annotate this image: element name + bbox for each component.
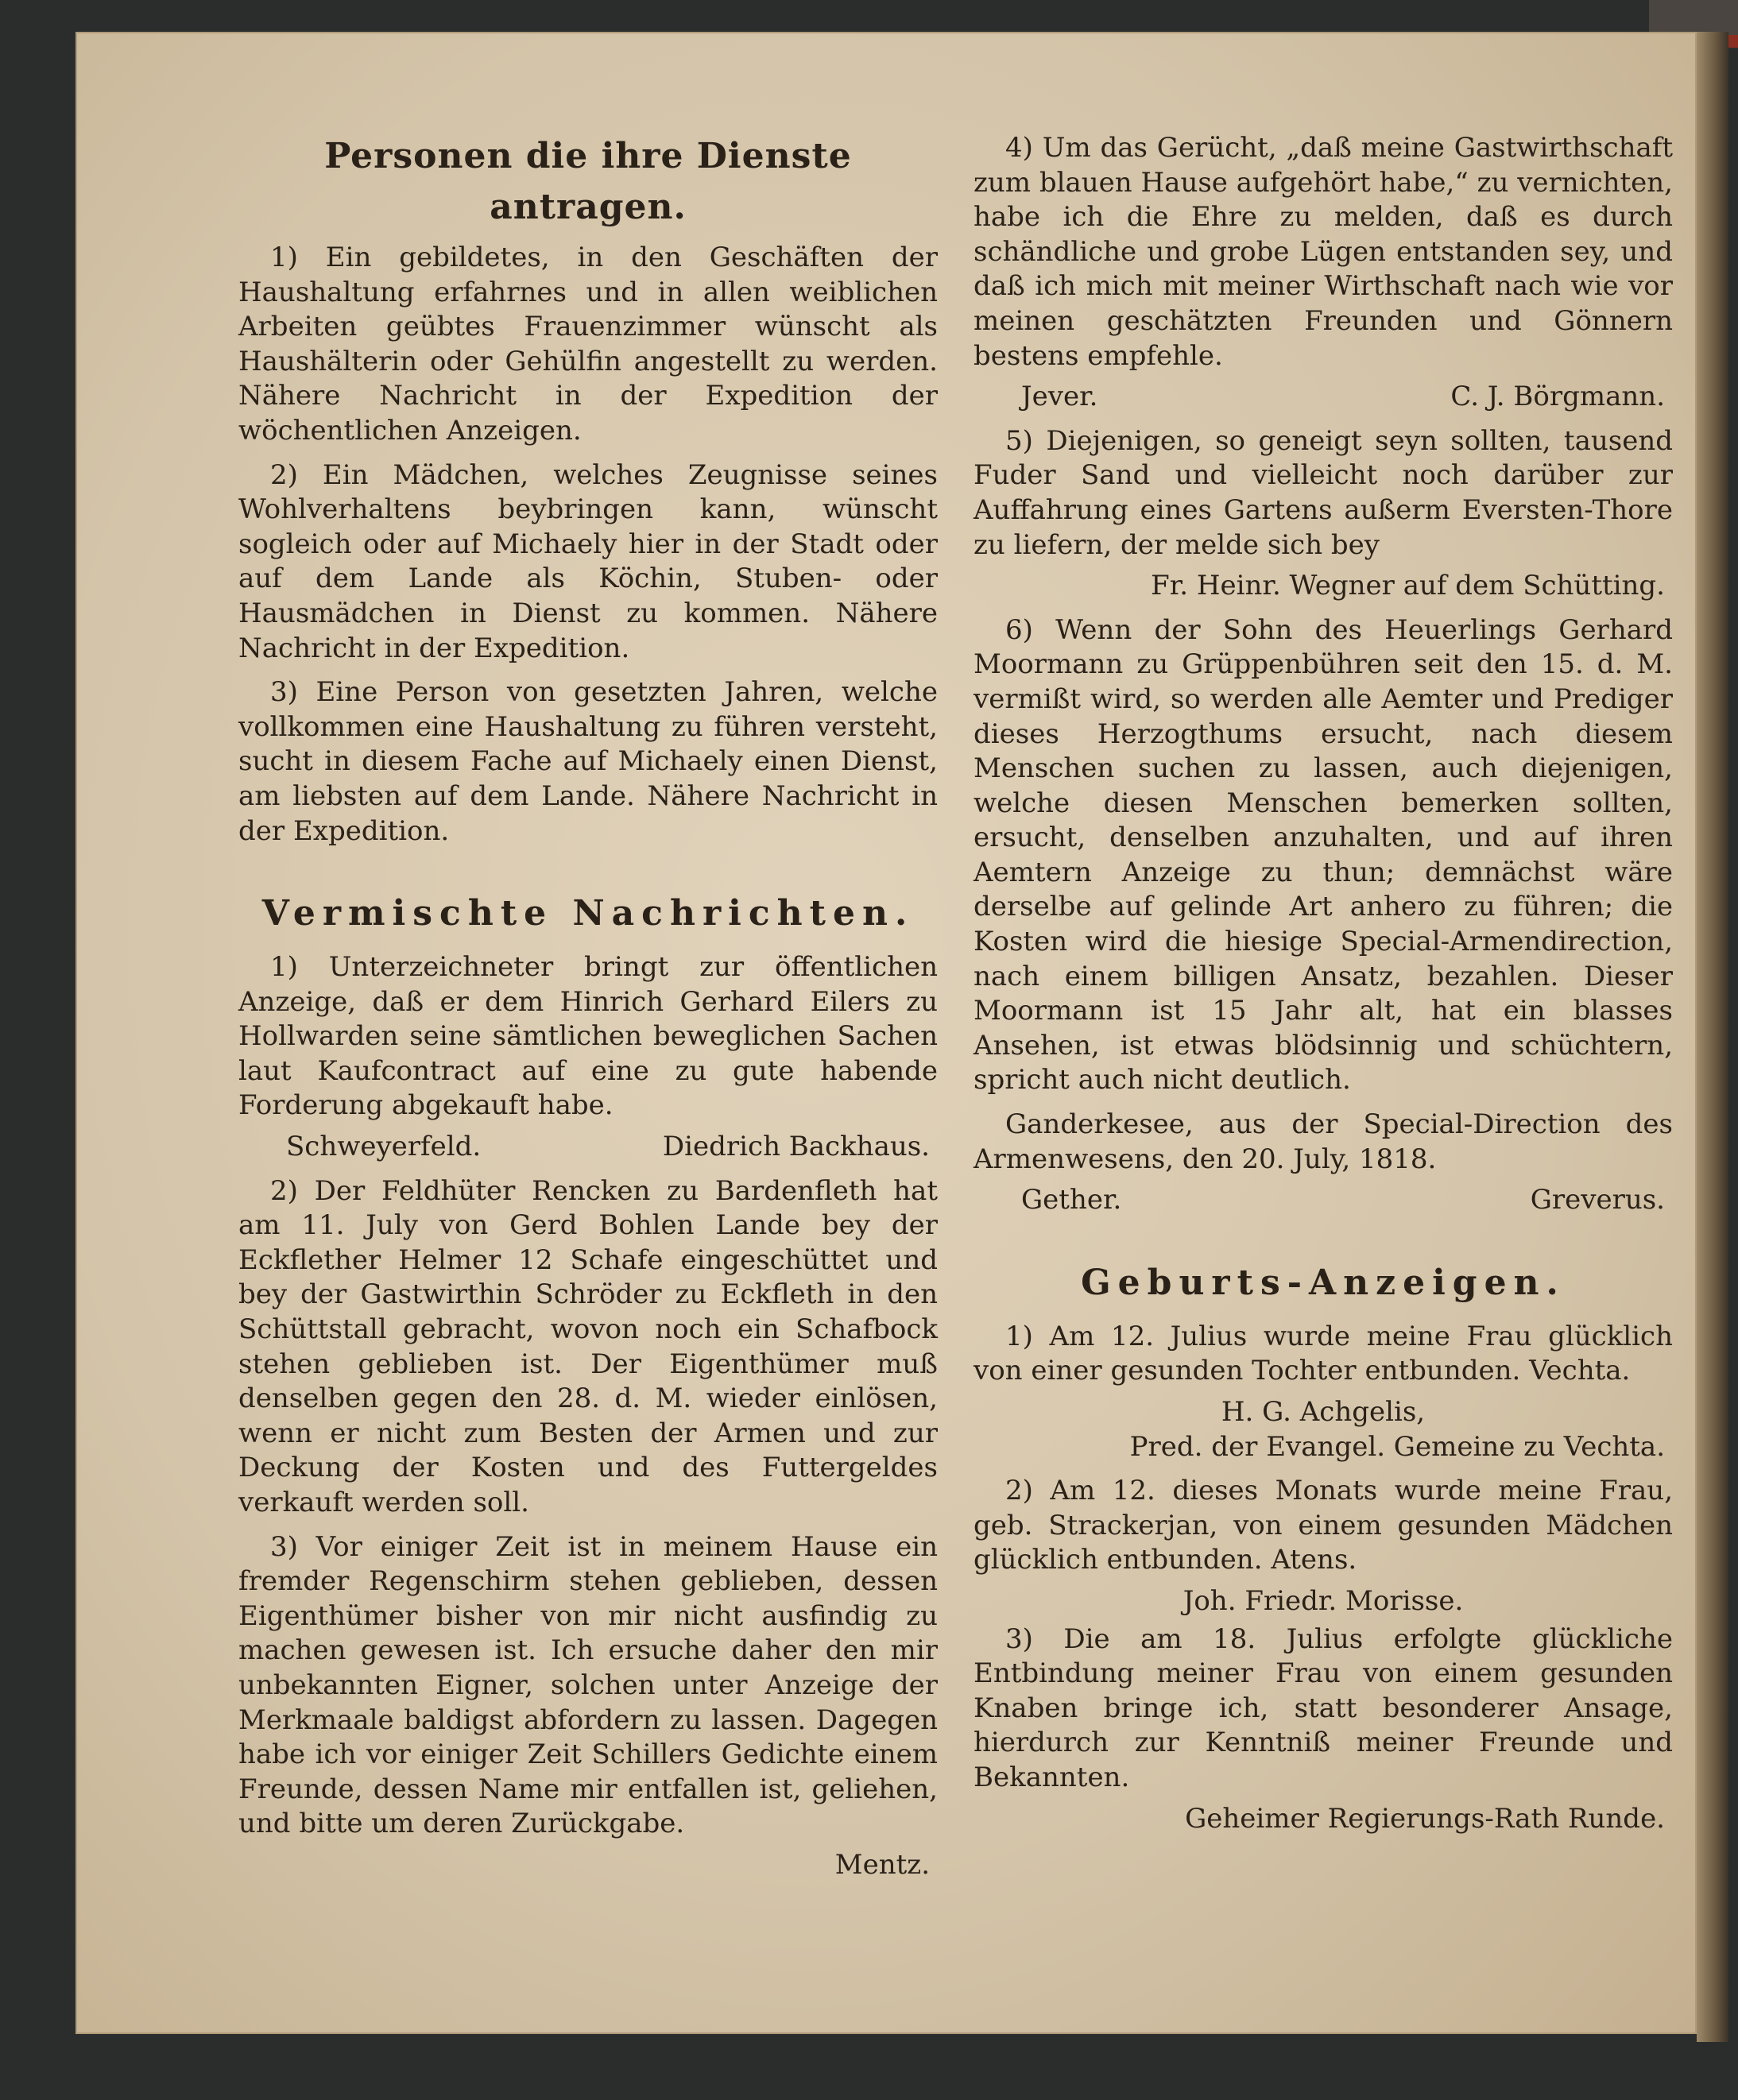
book-spine <box>1697 32 1728 2042</box>
signature-g1-title: Pred. der Evangel. Gemeine zu Vechta. <box>1129 1430 1665 1463</box>
signature-m1 <box>238 1130 938 1165</box>
notice-r5: 5) Diejenigen, so geneigt seyn sollten, tausend Fuder Sand und vielleicht noch darüber zur Auffahrung eines Gartens außerm Eversten-Thore zu liefern, der melde sich bey <box>974 424 1673 561</box>
notice-m2: 2) Der Feldhüter Rencken zu Bardenfleth hat am 11. July von Gerd Bohlen Lande bey der Eckflether Helmer 12 Schafe eingeschüttet und bey der Gastwirthin Schröder zu Eckfleth in den Schüttstall gebracht, wovon noch ein Schafbock stehen geblieben ist. Der Eigenthümer muß denselben gegen den 28. d. M. wieder einlösen, wenn er nicht zum Besten der Armen und zur Deckung der Kosten und des Futtergeldes verkauft werden soll. <box>238 1174 938 1518</box>
signature-place: Schweyerfeld. <box>286 1131 482 1163</box>
heading-personen: Personen die ihre Dienste antragen. <box>324 136 852 227</box>
signature-g2: Joh. Friedr. Morisse. <box>1183 1584 1464 1617</box>
signature-place: Jever. <box>1021 381 1098 413</box>
right-column <box>974 131 1673 1846</box>
notice-p2: 2) Ein Mädchen, welches Zeugnisse seines Wohlverhaltens beybringen kann, wünscht sogleich oder auf Michaely hier in der Stadt oder auf dem Lande als Köchin, Stuben- oder Hausmädchen in Dienst zu kommen. Nähere Nachricht in der Expedition. <box>238 458 938 664</box>
signature-name: C. J. Börgmann. <box>1450 381 1665 413</box>
notice-m1: 1) Unterzeichneter bringt zur öffentlichen Anzeige, daß er dem Hinrich Gerhard Eilers zu Hollwarden seine sämtlichen beweglichen Sachen laut Kaufcontract auf eine zu gute habende Forderung abgekauft habe. <box>238 951 938 1122</box>
signature-m3: Mentz. <box>834 1848 930 1881</box>
signature-r6 <box>974 1183 1673 1218</box>
signature-name-2: Greverus. <box>1530 1184 1665 1216</box>
signature-r4 <box>974 380 1673 415</box>
notice-g2: 2) Am 12. dieses Monats wurde meine Frau, geb. Strackerjan, von einem gesunden Mädchen glücklich entbunden. Atens. <box>974 1475 1673 1576</box>
left-column <box>238 131 938 1893</box>
notice-r4: 4) Um das Gerücht, „daß meine Gastwirthschaft zum blauen Hause aufgehört habe,“ zu vernichten, habe ich die Ehre zu melden, daß es durch schändliche und grobe Lügen entstanden sey, und daß ich mich mit meiner Wirthschaft nach wie vor meinen geschätzten Freunden und Gönnern bestens empfehle. <box>974 132 1673 372</box>
notice-r6-place: Ganderkesee, aus der Special-Direction des Armenwesens, den 20. July, 1818. <box>974 1108 1673 1175</box>
notice-m3: 3) Vor einiger Zeit ist in meinem Hause ein fremder Regenschirm stehen geblieben, dessen Eigenthümer bisher von mir nicht ausfindig zu machen gewesen ist. Ich ersuche daher den mir unbekannten Eigner, solchen unter Anzeige der Merkmaale baldigst abfordern zu lassen. Dagegen habe ich vor einiger Zeit Schillers Gedichte einem Freunde, dessen Name mir entfallen ist, geliehen, und bitte um deren Zurückgabe. <box>238 1530 938 1840</box>
notice-p1: 1) Ein gebildetes, in den Geschäften der Haushaltung erfahrnes und in allen weiblichen Arbeiten geübtes Frauenzimmer wünscht als Haushälterin oder Gehülfin angestellt zu werden. Nähere Nachricht in der Expedition der wöchentlichen Anzeigen. <box>238 242 938 447</box>
heading-geburts: Geburts-Anzeigen. <box>1081 1262 1566 1303</box>
notice-g1: 1) Am 12. Julius wurde meine Frau glücklich von einer gesunden Tochter entbunden. Vechta. <box>974 1320 1673 1387</box>
signature-g3: Geheimer Regierungs-Rath Runde. <box>1185 1802 1665 1835</box>
notice-g3: 3) Die am 18. Julius erfolgte glückliche Entbindung meiner Frau von einem gesunden Knaben bringe ich, statt besonderer Ansage, hierdurch zur Kenntniß meiner Freunde und Bekannten. <box>974 1622 1673 1793</box>
signature-name-1: Gether. <box>1021 1184 1122 1216</box>
heading-vermischte: Vermischte Nachrichten. <box>261 893 915 934</box>
notice-r6: 6) Wenn der Sohn des Heuerlings Gerhard Moormann zu Grüppenbühren seit den 15. d. M. vermißt wird, so werden alle Aemter und Prediger dieses Herzogthums ersucht, nach diesem Menschen suchen zu lassen, auch diejenigen, welche diesen Menschen bemerken sollten, ersucht, denselben anzuhalten, und auf ihren Aemtern Anzeige zu thun; demnächst wäre derselbe auf gelinde Art anhero zu führen; die Kosten wird die hiesige Special-Armendirection, nach einem billigen Ansatz, bezahlen. Dieser Moormann ist 15 Jahr alt, hat ein blasses Ansehen, ist etwas blödsinnig und schüchtern, spricht auch nicht deutlich. <box>974 613 1673 1096</box>
signature-g1-name: H. G. Achgelis, <box>1221 1396 1426 1428</box>
signature-r5: Fr. Heinr. Wegner auf dem Schütting. <box>1151 570 1665 602</box>
notice-p3: 3) Eine Person von gesetzten Jahren, welche vollkommen eine Haushaltung zu führen versteht, sucht in diesem Fache auf Michaely einen Dienst, am liebsten auf dem Lande. Nähere Nachricht in der Expedition. <box>238 676 938 847</box>
signature-name: Diedrich Backhaus. <box>662 1131 930 1163</box>
